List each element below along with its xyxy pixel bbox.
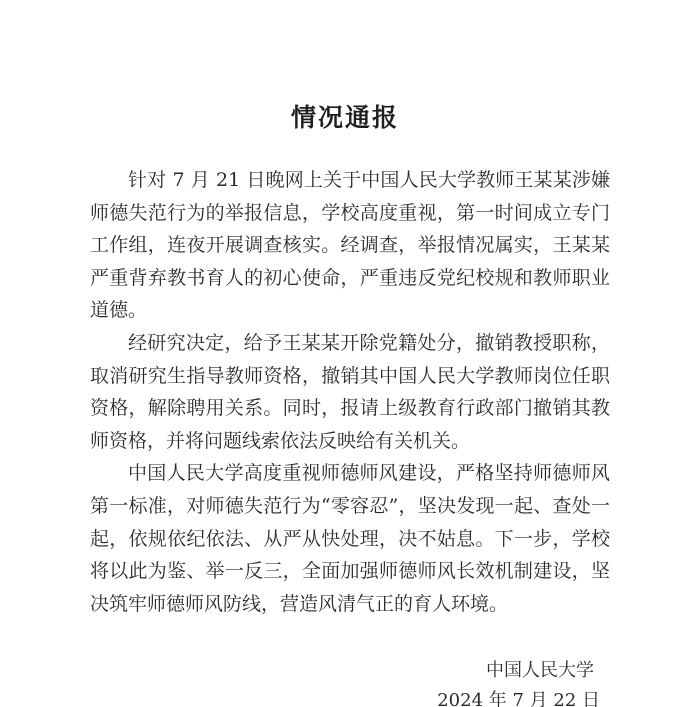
signature-date: 2024 年 7 月 22 日 (437, 690, 600, 707)
paragraph-1: 针对 7 月 21 日晚网上关于中国人民大学教师王某某涉嫌师德失范行为的举报信息，学校高度重视，第一时间成立专门工作组，连夜开展调查核实。经调查，举报情况属实，王某某严重背弃教书育人的初心使命，严重违反党纪校规和教师职业道德。 (90, 169, 610, 322)
signature-organization: 中国人民大学 (486, 660, 594, 681)
paragraph-3: 中国人民大学高度重视师德师风建设，严格坚持师德师风第一标准，对师德失范行为“零容忍”，坚决发现一起、查处一起，依规依纪依法、从严从快处理，决不姑息。下一步，学校将以此为鉴、举一反三，全面加强师德师风长效机制建设，坚决筑牢师德师风防线，营造风清气正的育人环境。 (90, 462, 610, 615)
document-title: 情况通报 (290, 103, 399, 132)
paragraph-2: 经研究决定，给予王某某开除党籍处分，撤销教授职称，取消研究生指导教师资格，撤销其中国人民大学教师岗位任职资格，解除聘用关系。同时，报请上级教育行政部门撤销其教师资格，并将问题线索依法反映给有关机关。 (90, 331, 610, 452)
document-body (90, 164, 610, 620)
